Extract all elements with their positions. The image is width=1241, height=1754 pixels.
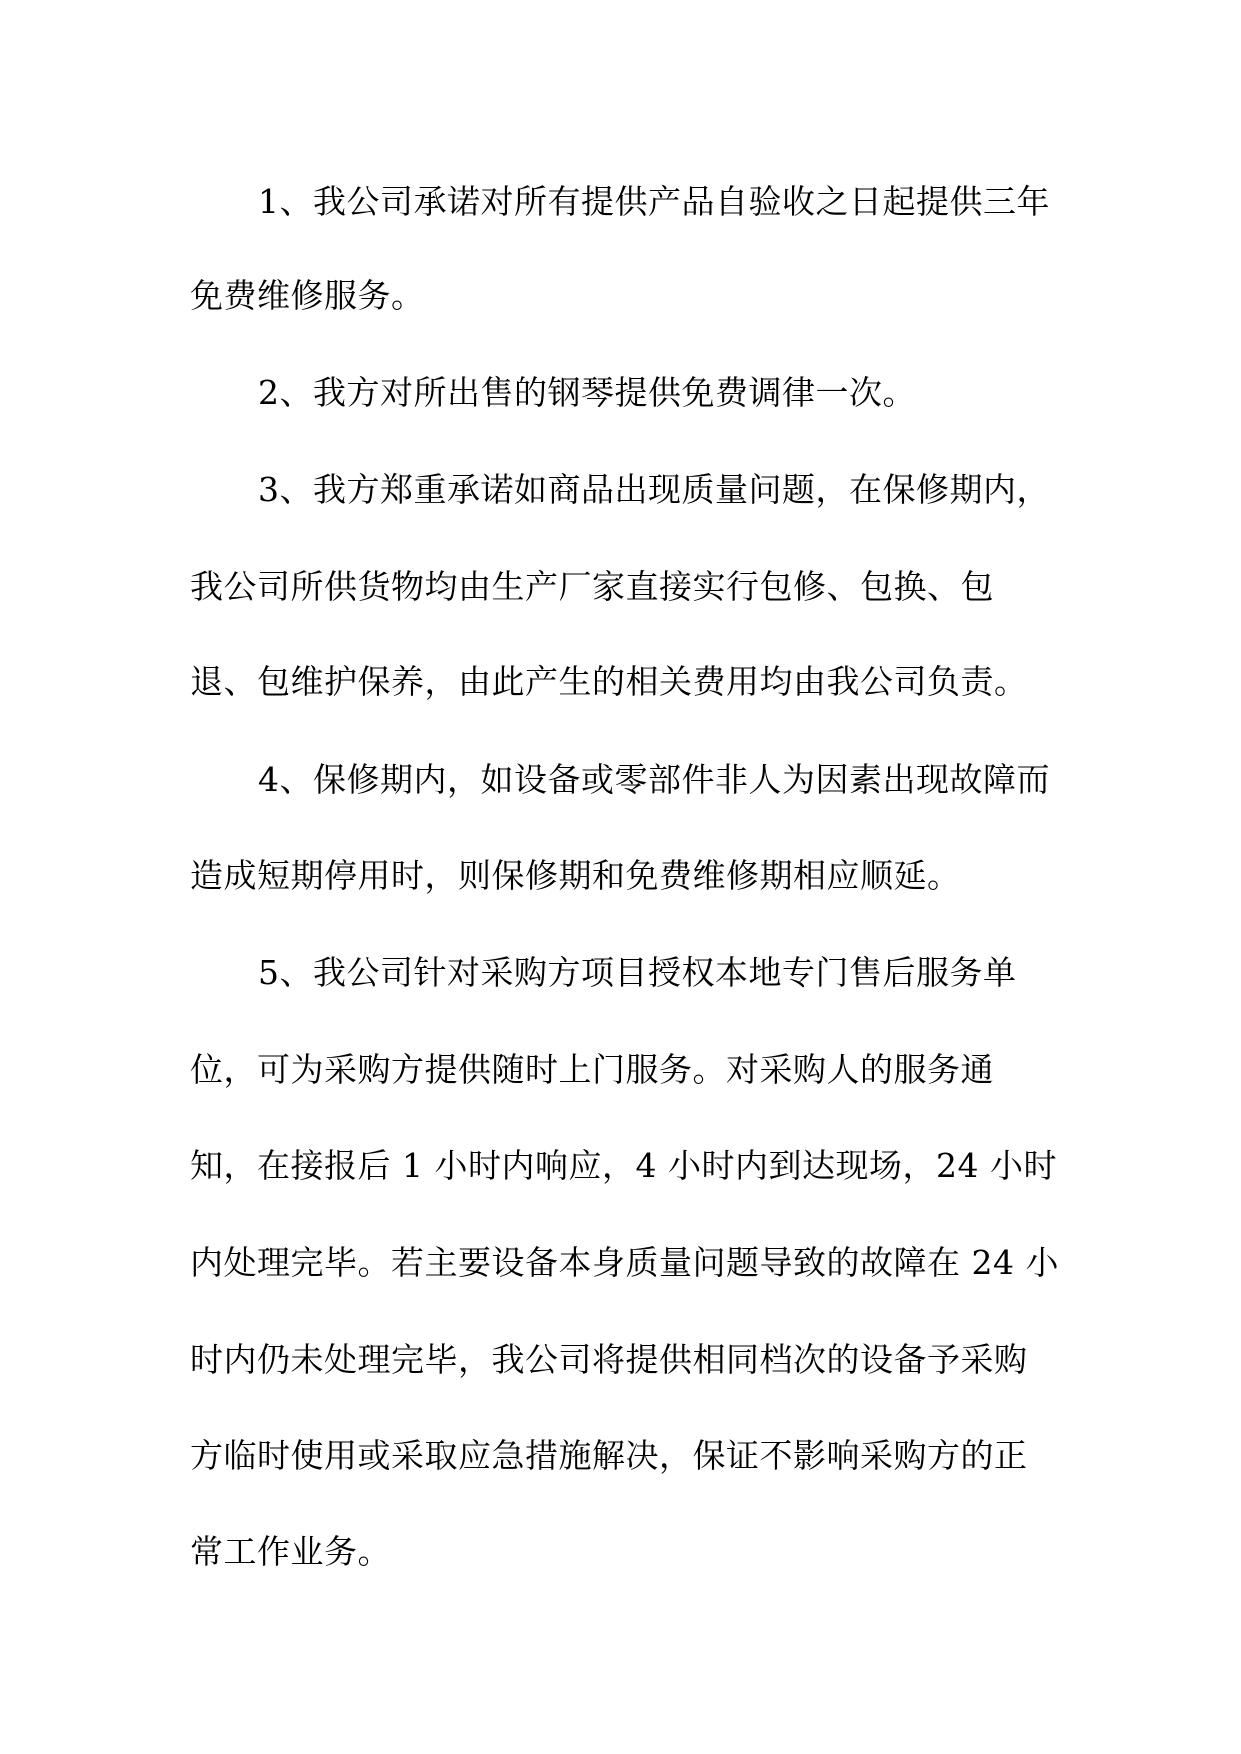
paragraph-5-line-1: 5、我公司针对采购方项目授权本地专门售后服务单 [258, 953, 1017, 992]
paragraph-5-line-7: 常工作业务。 [190, 1532, 391, 1571]
paragraph-3-line-3: 退、包维护保养，由此产生的相关费用均由我公司负责。 [190, 662, 1028, 701]
paragraph-2-line-1: 2、我方对所出售的钢琴提供免费调律一次。 [258, 373, 916, 412]
paragraph-1-line-2: 免费维修服务。 [190, 276, 425, 315]
paragraph-5-line-6: 方临时使用或采取应急措施解决，保证不影响采购方的正 [190, 1436, 1028, 1475]
paragraph-4-line-2: 造成短期停用时，则保修期和免费维修期相应顺延。 [190, 856, 961, 895]
paragraph-4-line-1: 4、保修期内，如设备或零部件非人为因素出现故障而 [258, 760, 1050, 799]
paragraph-5-line-2: 位，可为采购方提供随时上门服务。对采购人的服务通 [190, 1050, 994, 1089]
paragraph-1-line-1: 1、我公司承诺对所有提供产品自验收之日起提供三年 [258, 182, 1050, 221]
paragraph-3-line-2: 我公司所供货物均由生产厂家直接实行包修、包换、包 [190, 567, 994, 606]
paragraph-5-line-5: 时内仍未处理完毕，我公司将提供相同档次的设备予采购 [190, 1340, 1028, 1379]
paragraph-5-line-4: 内处理完毕。若主要设备本身质量问题导致的故障在 24 小 [190, 1243, 1059, 1282]
paragraph-3-line-1: 3、我方郑重承诺如商品出现质量问题，在保修期内， [258, 470, 1050, 509]
paragraph-5-line-3: 知，在接报后 1 小时内响应，4 小时内到达现场，24 小时 [190, 1146, 1057, 1185]
